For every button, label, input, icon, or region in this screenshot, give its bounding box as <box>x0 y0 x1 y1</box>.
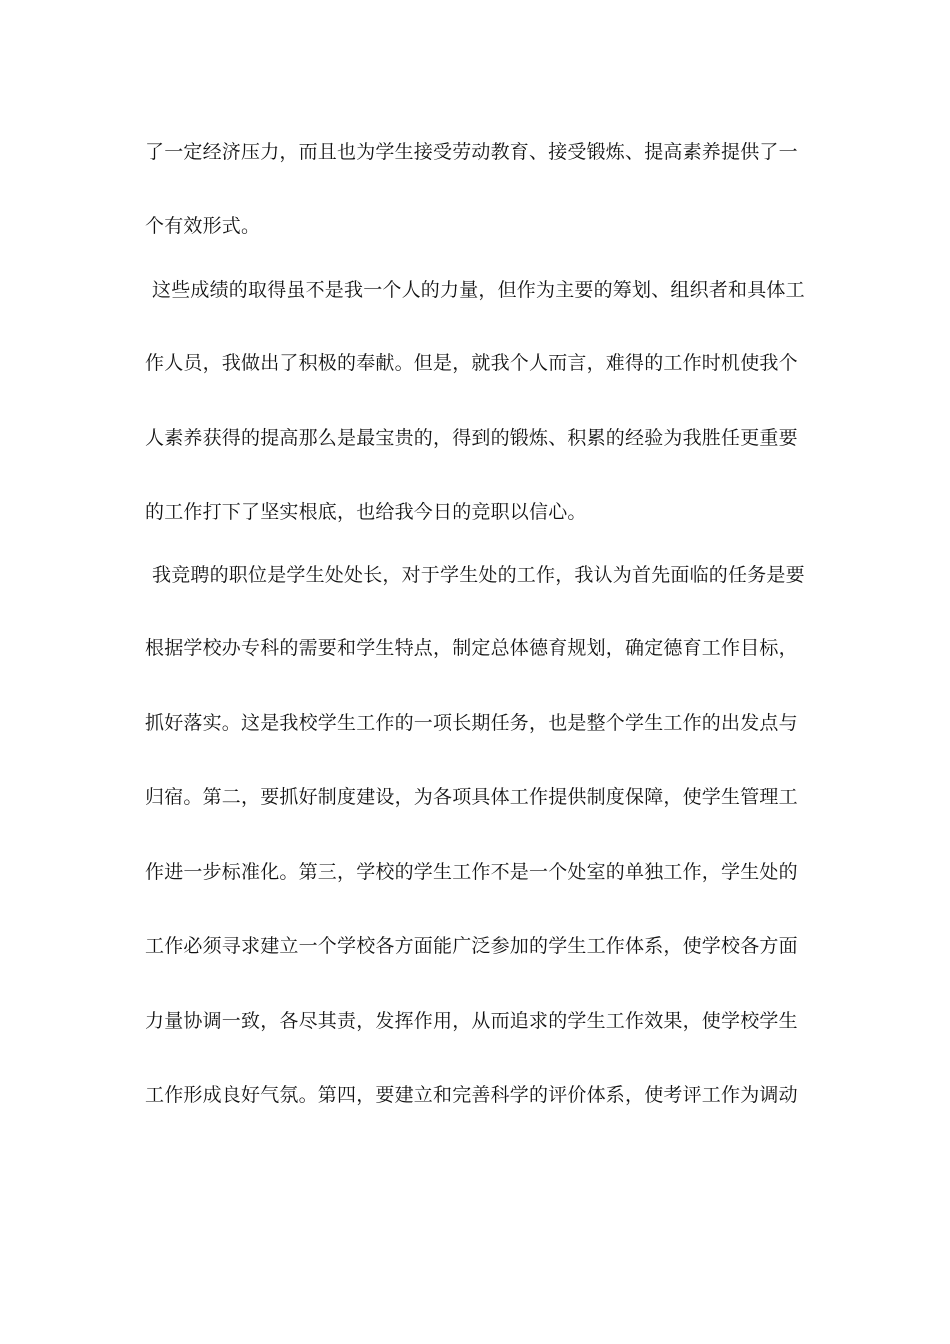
text-line: 工作必须寻求建立一个学校各方面能广泛参加的学生工作体系，使学校各方面 <box>145 935 798 957</box>
text-line: 的工作打下了坚实根底，也给我今日的竞职以信心。 <box>145 501 587 523</box>
paragraph-start-line: 我竞聘的职位是学生处处长，对于学生处的工作，我认为首先面临的任务是要 <box>152 564 805 586</box>
text-line: 根据学校办专科的需要和学生特点，制定总体德育规划，确定德育工作目标， <box>145 637 798 659</box>
paragraph-start-line: 这些成绩的取得虽不是我一个人的力量，但作为主要的筹划、组织者和具体工 <box>152 279 805 301</box>
text-line: 作进一步标准化。第三，学校的学生工作不是一个处室的单独工作，学生处的 <box>145 861 798 883</box>
text-line: 了一定经济压力，而且也为学生接受劳动教育、接受锻炼、提高素养提供了一 <box>145 141 798 163</box>
text-line: 抓好落实。这是我校学生工作的一项长期任务，也是整个学生工作的出发点与 <box>145 712 798 734</box>
text-line: 人素养获得的提高那么是最宝贵的，得到的锻炼、积累的经验为我胜任更重要 <box>145 427 798 449</box>
text-line: 个有效形式。 <box>145 215 261 237</box>
text-line: 工作形成良好气氛。第四，要建立和完善科学的评价体系，使考评工作为调动 <box>145 1084 798 1106</box>
text-line: 力量协调一致，各尽其责，发挥作用，从而追求的学生工作效果，使学校学生 <box>145 1010 798 1032</box>
text-line: 作人员，我做出了积极的奉献。但是，就我个人而言，难得的工作时机使我个 <box>145 352 798 374</box>
text-line: 归宿。第二，要抓好制度建设，为各项具体工作提供制度保障，使学生管理工 <box>145 786 798 808</box>
